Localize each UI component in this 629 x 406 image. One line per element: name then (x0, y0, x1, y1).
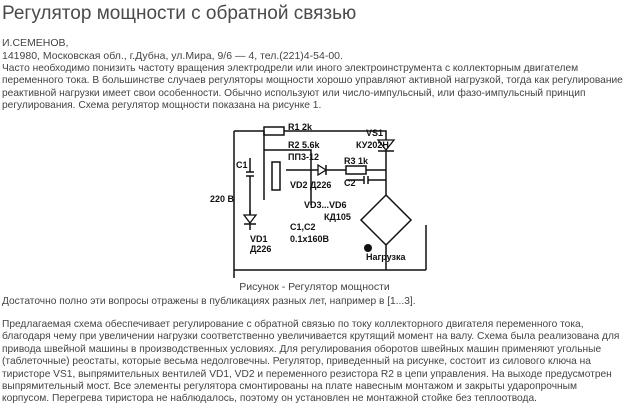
description-paragraph: Предлагаемая схема обеспечивает регулирование с обратной связью по току коллекторного двигателя переменного тока, благодаря чему при увеличении нагрузки соответственно увеличивается крутящий момент на валу. Схема была реализована для привода швейной машины в производственных условиях. Для регулирования оборотов швейных машин применяют угольные (таблеточные) реостаты, которые весьма недолговечны. Регулятор, приведенный на рисунке, состоит из силового ключа на тиристоре VS1, выпрямительных вентилей VD1, VD2 и переменного резистора R2 в цепи управления. На выходе предусмотрен выпрямительный мост. Все элементы регулятора смонтированы на плате навесным монтажом и закрыты ударопрочным корпусом. Перегрева тиристора не наблюдалось, поэтому он установлен не монтажной стойке без теплоотвода. (2, 319, 620, 405)
label-caps: C1,C2 (290, 222, 316, 232)
references-paragraph: Достаточно полно эти вопросы отражены в публикациях разных лет, например в [1...3]. (2, 296, 416, 307)
label-c2: C2 (344, 178, 356, 188)
label-voltage: 220 В (210, 194, 235, 204)
label-vs1-type: КУ202Н (356, 140, 389, 150)
article-title: Регулятор мощности с обратной связью (2, 3, 357, 24)
label-bridge: VD3...VD6 (304, 200, 347, 210)
label-r3: R3 1k (344, 156, 369, 166)
circuit-schematic (206, 120, 432, 278)
label-vd1: VD1 (250, 234, 268, 244)
schematic-labels (210, 122, 406, 262)
author-name: И.СЕМЕНОВ, (2, 37, 69, 49)
label-vd2: VD2 Д226 (290, 180, 332, 190)
label-caps-value: 0.1х160В (290, 234, 330, 244)
intro-paragraph: Часто необходимо понизить частоту вращения электродрели или иного электроинструмента с коллекторным двигателем переменного тока. В большинстве случаев регуляторы мощности хорошо управляют активной нагрузкой, тогда как регулирование реактивной нагрузки имеет свои особенности. Обычно используют или число-импульсный, или фазо-импульсный принцип регулирования. Схема регулятор мощности показана на рисунке 1. (2, 63, 623, 112)
label-r1: R1 2k (288, 122, 313, 132)
label-vd1-type: Д226 (250, 244, 272, 254)
figure-caption: Рисунок - Регулятор мощности (239, 281, 390, 293)
label-vs1: VS1 (366, 128, 384, 138)
label-c1: C1 (236, 160, 248, 170)
label-r2: R2 5.6k (288, 140, 320, 150)
label-r2-type: ПП3-12 (288, 152, 319, 162)
author-address: 141980, Московская обл., г.Дубна, ул.Мира, 9/6 — 4, тел.(221)4-54-00. (2, 50, 343, 62)
label-bridge-type: КД105 (324, 212, 351, 222)
label-load: Нагрузка (366, 252, 406, 262)
